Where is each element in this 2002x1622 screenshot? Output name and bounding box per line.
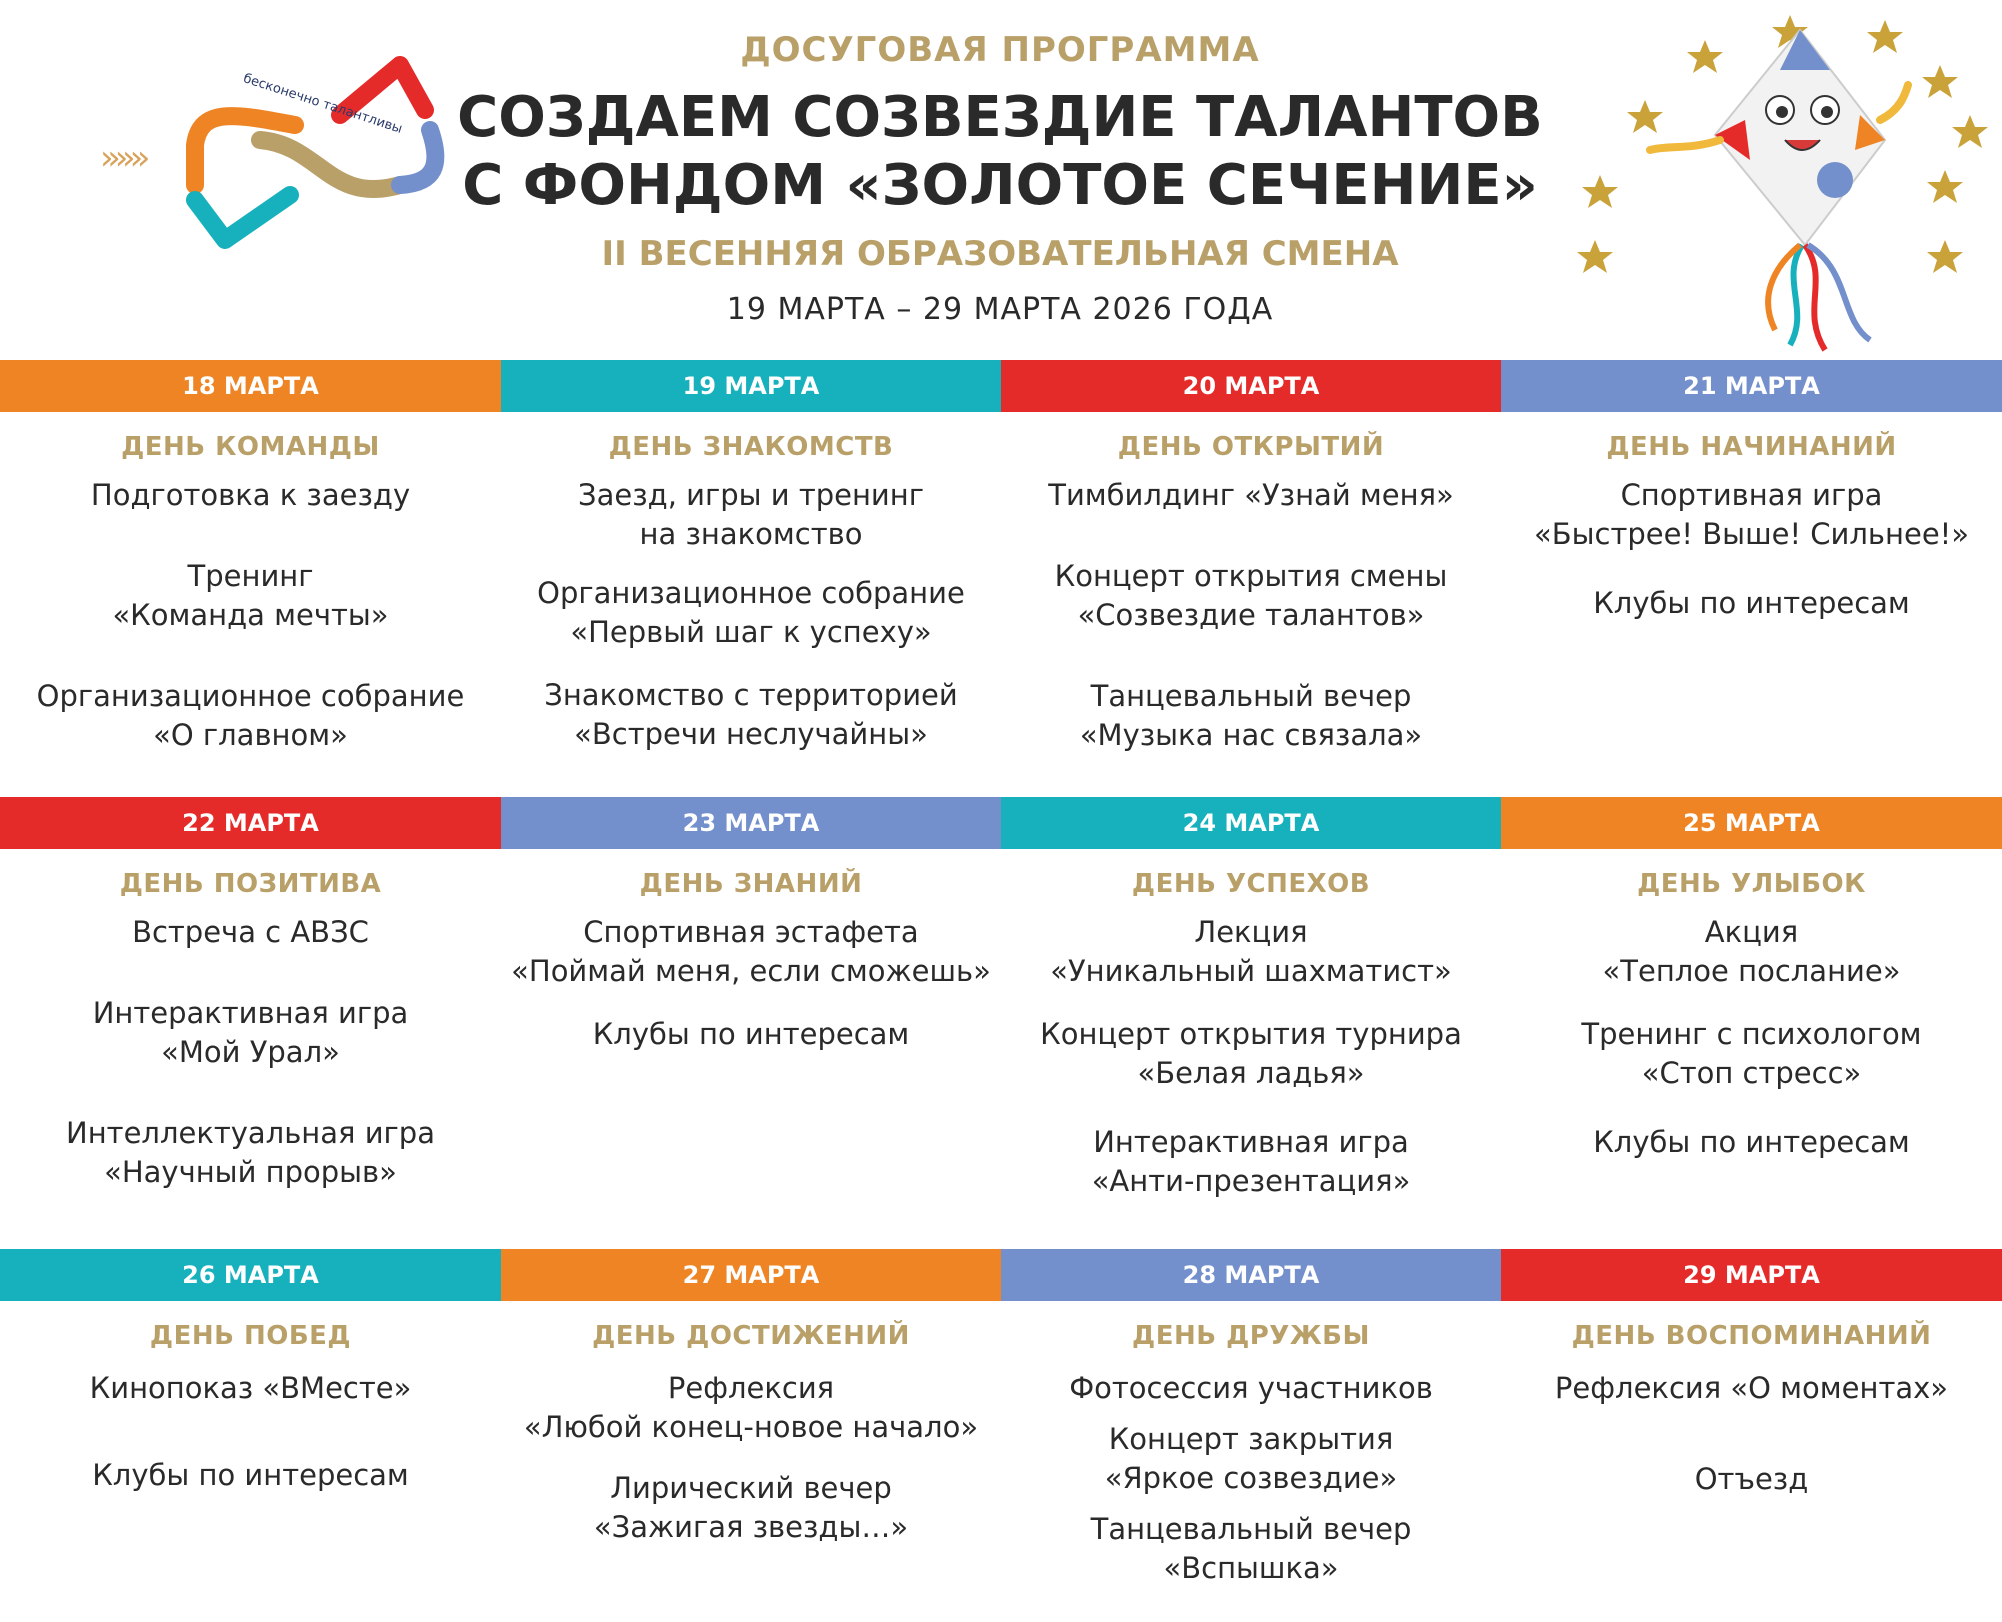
event-item: Интеллектуальная игра «Научный прорыв»	[66, 1116, 435, 1189]
shift-label: II ВЕСЕННЯЯ ОБРАЗОВАТЕЛЬНАЯ СМЕНА	[601, 234, 1399, 274]
event-item: Тренинг с психологом «Стоп стресс»	[1581, 1017, 1922, 1090]
event-item: Лекция «Уникальный шахматист»	[1050, 915, 1452, 988]
date-bar	[1501, 1249, 2002, 1301]
event-item: Интерактивная игра «Анти-презентация»	[1091, 1125, 1411, 1198]
day-title: ДЕНЬ ЗНАНИЙ	[639, 869, 863, 899]
logo-text: бесконечно талантливы	[241, 71, 405, 137]
date-label: 19 МАРТА	[682, 372, 820, 400]
event-item: Танцевальный вечер «Музыка нас связала»	[1079, 679, 1423, 752]
day-column	[501, 412, 1001, 754]
date-bar	[1001, 360, 1501, 412]
star-icon	[1577, 240, 1613, 273]
day-title: ДЕНЬ ВОСПОМИНАНИЙ	[1571, 1321, 1932, 1351]
day-column	[1001, 1301, 1501, 1588]
event-item: Кинопоказ «ВМесте»	[89, 1371, 412, 1405]
date-label: 26 МАРТА	[182, 1261, 319, 1289]
day-column	[501, 1301, 1001, 1547]
date-bar	[0, 360, 501, 412]
star-icon	[1922, 65, 1958, 98]
day-title: ДЕНЬ УЛЫБОК	[1637, 869, 1866, 899]
main-title	[430, 84, 1570, 220]
event-item: Клубы по интересам	[92, 1458, 409, 1492]
event-item: Организационное собрание «О главном»	[36, 679, 465, 752]
day-column	[1501, 412, 2002, 623]
day-column	[501, 849, 1001, 1054]
date-bar	[0, 1249, 501, 1301]
event-item: Встреча с АВЗС	[132, 915, 369, 949]
star-icon	[1582, 175, 1618, 208]
day-title: ДЕНЬ ЗНАКОМСТВ	[608, 432, 894, 462]
date-label: 18 МАРТА	[182, 372, 319, 400]
infinity-logo	[180, 55, 450, 255]
event-item: Фотосессия участников	[1069, 1371, 1433, 1405]
date-label: 23 МАРТА	[682, 809, 820, 837]
date-label: 25 МАРТА	[1683, 809, 1820, 837]
title-line-1: СОЗДАЕМ СОЗВЕЗДИЕ ТАЛАНТОВ	[457, 85, 1543, 150]
event-item: Тимбилдинг «Узнай меня»	[1048, 478, 1454, 512]
header	[0, 0, 2002, 360]
date-label: 28 МАРТА	[1182, 1261, 1320, 1289]
event-item: Организационное собрание «Первый шаг к успеху»	[537, 576, 965, 649]
date-bar	[501, 1249, 1001, 1301]
event-item: Заезд, игры и тренинг на знакомство	[578, 478, 924, 551]
event-item: Тренинг «Команда мечты»	[112, 559, 389, 632]
date-label: 21 МАРТА	[1683, 372, 1820, 400]
event-item: Рефлексия «О моментах»	[1554, 1371, 1949, 1405]
day-title: ДЕНЬ ДОСТИЖЕНИЙ	[592, 1321, 910, 1351]
date-bar	[1001, 797, 1501, 849]
event-item: Лирический вечер «Зажигая звезды…»	[593, 1471, 909, 1544]
event-item: Подготовка к заезду	[90, 478, 411, 512]
event-item: Клубы по интересам	[1593, 1125, 1910, 1159]
star-icon	[1927, 240, 1963, 273]
dates-label: 19 МАРТА – 29 МАРТА 2026 ГОДА	[726, 292, 1274, 327]
day-title: ДЕНЬ ОТКРЫТИЙ	[1117, 432, 1385, 462]
event-item: Отъезд	[1694, 1462, 1809, 1496]
event-item: Спортивная игра «Быстрее! Выше! Сильнее!»	[1533, 478, 1970, 551]
date-bar	[501, 797, 1001, 849]
date-bar	[501, 360, 1001, 412]
day-column	[1501, 849, 2002, 1162]
star-icon	[1952, 115, 1988, 148]
schedule-row-3	[0, 1249, 2002, 1622]
date-bar	[0, 797, 501, 849]
day-column	[0, 1301, 501, 1495]
arrows-decoration: »»»	[100, 138, 145, 178]
date-label: 24 МАРТА	[1182, 809, 1320, 837]
day-column	[1001, 412, 1501, 755]
event-item: Клубы по интересам	[592, 1017, 910, 1051]
day-title: ДЕНЬ КОМАНДЫ	[121, 432, 380, 462]
day-title: ДЕНЬ ПОЗИТИВА	[119, 869, 382, 899]
event-item: Акция «Теплое послание»	[1602, 915, 1901, 988]
day-title: ДЕНЬ НАЧИНАНИЙ	[1606, 432, 1897, 462]
title-block	[430, 30, 1570, 327]
event-item: Интерактивная игра «Мой Урал»	[92, 996, 409, 1069]
day-column	[0, 849, 501, 1192]
date-bar	[1001, 1249, 1501, 1301]
event-item: Спортивная эстафета «Поймай меня, если сможешь»	[511, 915, 991, 988]
event-item: Рефлексия «Любой конец-новое начало»	[523, 1371, 979, 1444]
day-title: ДЕНЬ ДРУЖБЫ	[1132, 1321, 1370, 1351]
date-label: 22 МАРТА	[182, 809, 319, 837]
star-icon	[1627, 100, 1663, 133]
date-bar	[1501, 797, 2002, 849]
day-title: ДЕНЬ УСПЕХОВ	[1131, 869, 1371, 899]
date-label: 27 МАРТА	[682, 1261, 820, 1289]
event-item: Концерт закрытия «Яркое созвездие»	[1104, 1422, 1398, 1495]
event-item: Концерт открытия смены «Созвездие талантов»	[1054, 559, 1448, 632]
star-icon	[1867, 20, 1903, 53]
star-icon	[1687, 40, 1723, 73]
event-item: Знакомство с территорией «Встречи неслучайны»	[544, 678, 958, 751]
program-label: ДОСУГОВАЯ ПРОГРАММА	[740, 30, 1260, 70]
day-title: ДЕНЬ ПОБЕД	[149, 1321, 352, 1351]
day-column	[1501, 1301, 2002, 1499]
kite-mascot-illustration	[1540, 0, 2000, 370]
day-column	[1001, 849, 1501, 1201]
star-icon	[1927, 170, 1963, 203]
event-item: Танцевальный вечер «Вспышка»	[1090, 1512, 1412, 1585]
day-column	[0, 412, 501, 755]
title-line-2: С ФОНДОМ «ЗОЛОТОЕ СЕЧЕНИЕ»	[462, 153, 1538, 218]
event-item: Концерт открытия турнира «Белая ладья»	[1040, 1017, 1462, 1090]
schedule-row-1	[0, 360, 2002, 800]
date-label: 29 МАРТА	[1683, 1261, 1820, 1289]
date-bar	[1501, 360, 2002, 412]
event-item: Клубы по интересам	[1593, 586, 1910, 620]
date-label: 20 МАРТА	[1182, 372, 1320, 400]
schedule-row-2	[0, 797, 2002, 1247]
